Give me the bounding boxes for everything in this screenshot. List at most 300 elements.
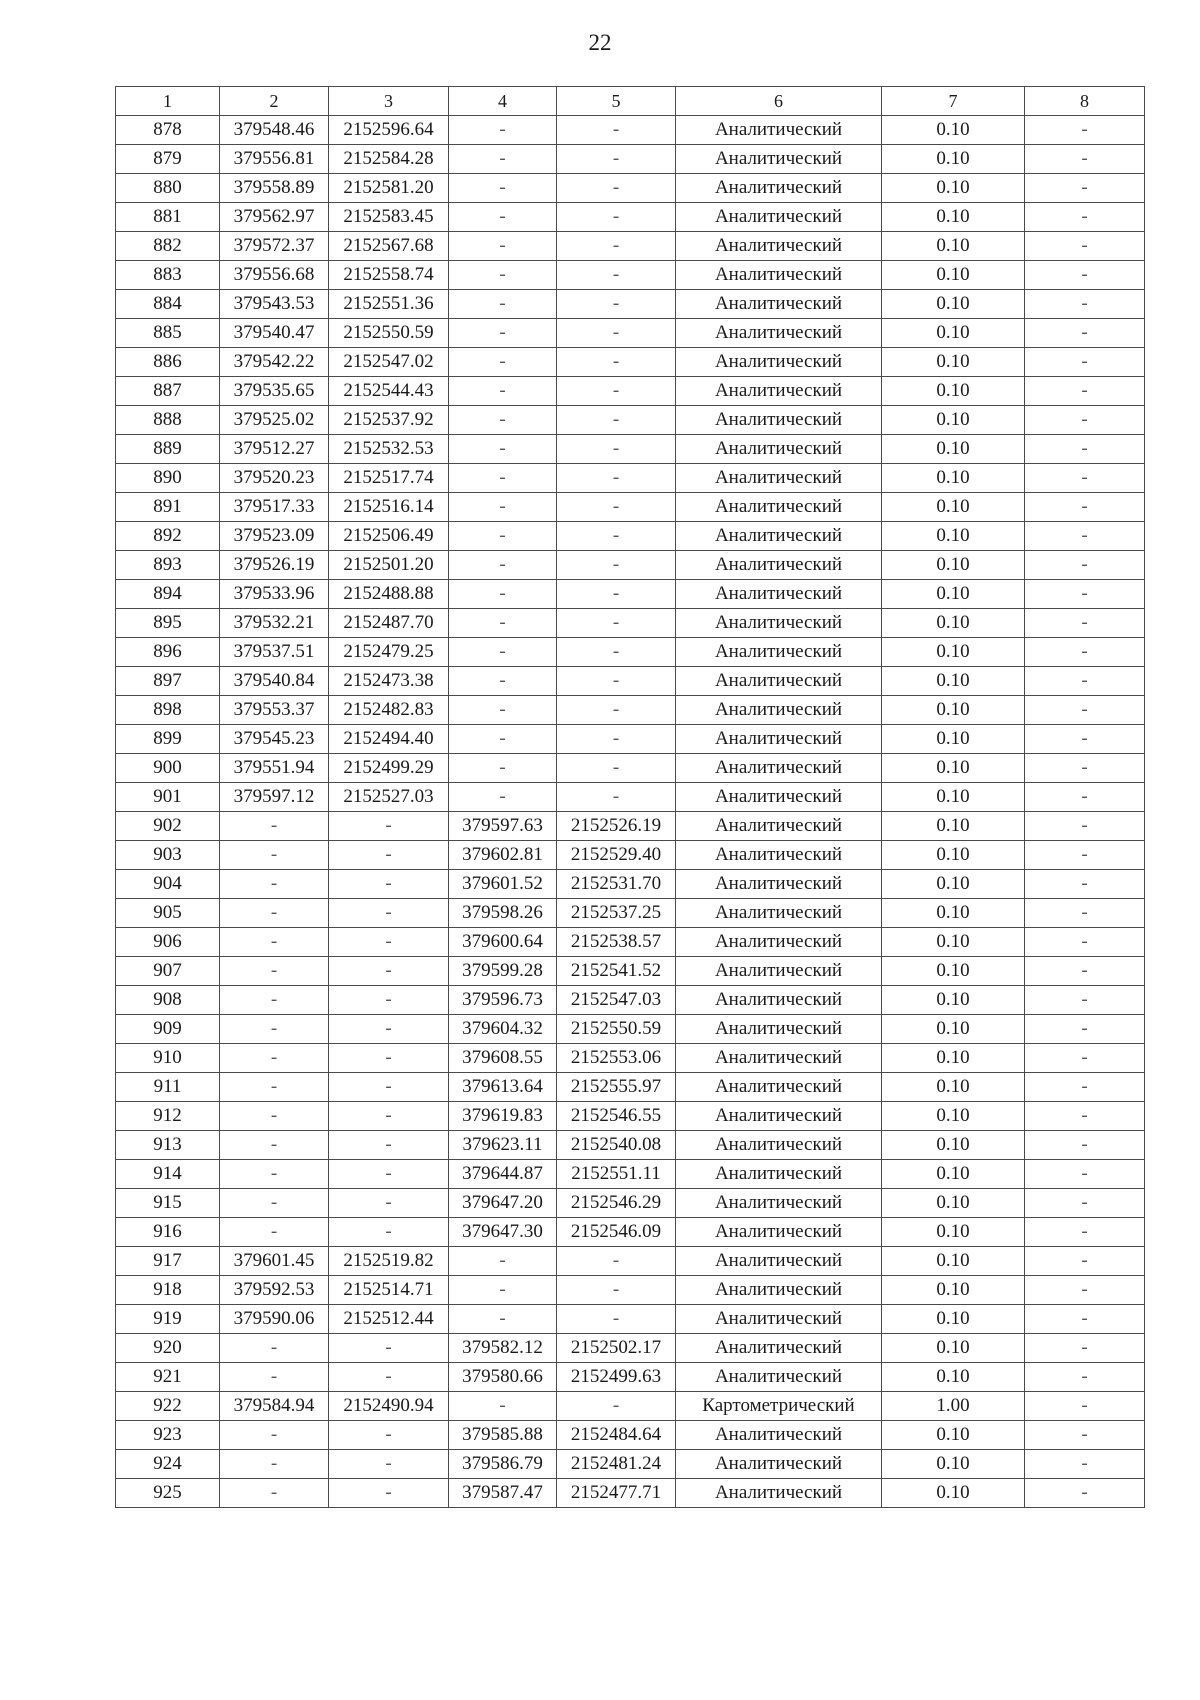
x-new-coordinate-cell: - [449, 1305, 557, 1334]
y-new-coordinate-cell: 2152541.52 [557, 957, 676, 986]
x-coordinate-cell: - [220, 870, 329, 899]
coordinates-table [115, 86, 1145, 1508]
y-coordinate-cell: - [329, 1334, 449, 1363]
x-coordinate-cell: - [220, 928, 329, 957]
method-cell: Аналитический [676, 348, 882, 377]
y-new-coordinate-cell: 2152531.70 [557, 870, 676, 899]
method-cell: Аналитический [676, 406, 882, 435]
y-coordinate-cell: 2152558.74 [329, 261, 449, 290]
point-number-cell: 907 [116, 957, 220, 986]
y-new-coordinate-cell: - [557, 174, 676, 203]
accuracy-cell: 0.10 [882, 1247, 1025, 1276]
accuracy-cell: 0.10 [882, 377, 1025, 406]
y-new-coordinate-cell: - [557, 290, 676, 319]
y-coordinate-cell: 2152547.02 [329, 348, 449, 377]
y-new-coordinate-cell: - [557, 493, 676, 522]
x-new-coordinate-cell: - [449, 754, 557, 783]
y-coordinate-cell: 2152512.44 [329, 1305, 449, 1334]
y-new-coordinate-cell: - [557, 348, 676, 377]
x-coordinate-cell: - [220, 1189, 329, 1218]
x-coordinate-cell: 379545.23 [220, 725, 329, 754]
method-cell: Аналитический [676, 1247, 882, 1276]
y-new-coordinate-cell: 2152551.11 [557, 1160, 676, 1189]
y-new-coordinate-cell: 2152555.97 [557, 1073, 676, 1102]
method-cell: Аналитический [676, 1102, 882, 1131]
point-number-cell: 903 [116, 841, 220, 870]
x-coordinate-cell: 379540.47 [220, 319, 329, 348]
y-new-coordinate-cell: - [557, 1247, 676, 1276]
x-new-coordinate-cell: 379623.11 [449, 1131, 557, 1160]
y-coordinate-cell: - [329, 1102, 449, 1131]
x-new-coordinate-cell: 379585.88 [449, 1421, 557, 1450]
y-coordinate-cell: - [329, 986, 449, 1015]
method-cell: Аналитический [676, 841, 882, 870]
method-cell: Аналитический [676, 812, 882, 841]
x-new-coordinate-cell: - [449, 493, 557, 522]
x-coordinate-cell: - [220, 1334, 329, 1363]
y-new-coordinate-cell: - [557, 754, 676, 783]
accuracy-cell: 0.10 [882, 812, 1025, 841]
y-new-coordinate-cell: - [557, 377, 676, 406]
note-cell: - [1025, 1015, 1145, 1044]
table-row [116, 986, 1145, 1015]
accuracy-cell: 0.10 [882, 957, 1025, 986]
note-cell: - [1025, 203, 1145, 232]
x-coordinate-cell: - [220, 1450, 329, 1479]
note-cell: - [1025, 493, 1145, 522]
x-coordinate-cell: - [220, 1015, 329, 1044]
method-cell: Аналитический [676, 870, 882, 899]
table-row [116, 232, 1145, 261]
y-coordinate-cell: - [329, 899, 449, 928]
y-new-coordinate-cell: - [557, 609, 676, 638]
y-new-coordinate-cell: - [557, 406, 676, 435]
note-cell: - [1025, 841, 1145, 870]
x-new-coordinate-cell: 379647.30 [449, 1218, 557, 1247]
note-cell: - [1025, 609, 1145, 638]
note-cell: - [1025, 870, 1145, 899]
note-cell: - [1025, 1276, 1145, 1305]
x-coordinate-cell: - [220, 1160, 329, 1189]
accuracy-cell: 0.10 [882, 1131, 1025, 1160]
y-new-coordinate-cell: 2152526.19 [557, 812, 676, 841]
method-cell: Аналитический [676, 1479, 882, 1508]
x-new-coordinate-cell: 379580.66 [449, 1363, 557, 1392]
note-cell: - [1025, 1160, 1145, 1189]
y-new-coordinate-cell: 2152540.08 [557, 1131, 676, 1160]
x-coordinate-cell: 379540.84 [220, 667, 329, 696]
x-coordinate-cell: - [220, 1363, 329, 1392]
point-number-cell: 879 [116, 145, 220, 174]
note-cell: - [1025, 1305, 1145, 1334]
table-row [116, 116, 1145, 145]
table-row [116, 1421, 1145, 1450]
table-row [116, 1015, 1145, 1044]
x-coordinate-cell: - [220, 1131, 329, 1160]
point-number-cell: 914 [116, 1160, 220, 1189]
table-row [116, 1247, 1145, 1276]
table-row [116, 319, 1145, 348]
note-cell: - [1025, 1392, 1145, 1421]
y-coordinate-cell: 2152482.83 [329, 696, 449, 725]
y-coordinate-cell: 2152473.38 [329, 667, 449, 696]
point-number-cell: 899 [116, 725, 220, 754]
point-number-cell: 888 [116, 406, 220, 435]
point-number-cell: 920 [116, 1334, 220, 1363]
accuracy-cell: 0.10 [882, 783, 1025, 812]
point-number-cell: 896 [116, 638, 220, 667]
accuracy-cell: 0.10 [882, 116, 1025, 145]
accuracy-cell: 0.10 [882, 145, 1025, 174]
x-coordinate-cell: 379553.37 [220, 696, 329, 725]
accuracy-cell: 0.10 [882, 667, 1025, 696]
column-header: 2 [220, 87, 329, 116]
x-coordinate-cell: 379520.23 [220, 464, 329, 493]
note-cell: - [1025, 261, 1145, 290]
x-new-coordinate-cell: 379596.73 [449, 986, 557, 1015]
accuracy-cell: 0.10 [882, 609, 1025, 638]
x-new-coordinate-cell: - [449, 348, 557, 377]
y-new-coordinate-cell: 2152550.59 [557, 1015, 676, 1044]
method-cell: Аналитический [676, 464, 882, 493]
method-cell: Аналитический [676, 174, 882, 203]
accuracy-cell: 0.10 [882, 522, 1025, 551]
method-cell: Аналитический [676, 725, 882, 754]
x-new-coordinate-cell: - [449, 174, 557, 203]
note-cell: - [1025, 1102, 1145, 1131]
x-new-coordinate-cell: 379600.64 [449, 928, 557, 957]
accuracy-cell: 0.10 [882, 261, 1025, 290]
y-coordinate-cell: 2152544.43 [329, 377, 449, 406]
method-cell: Аналитический [676, 1015, 882, 1044]
table-row [116, 1363, 1145, 1392]
x-new-coordinate-cell: - [449, 116, 557, 145]
note-cell: - [1025, 116, 1145, 145]
x-new-coordinate-cell: - [449, 1276, 557, 1305]
x-coordinate-cell: - [220, 841, 329, 870]
table-row [116, 1450, 1145, 1479]
table-header-row [116, 87, 1145, 116]
note-cell: - [1025, 319, 1145, 348]
y-new-coordinate-cell: - [557, 667, 676, 696]
note-cell: - [1025, 783, 1145, 812]
point-number-cell: 905 [116, 899, 220, 928]
y-coordinate-cell: 2152532.53 [329, 435, 449, 464]
x-coordinate-cell: - [220, 1218, 329, 1247]
y-coordinate-cell: - [329, 957, 449, 986]
x-new-coordinate-cell: - [449, 609, 557, 638]
accuracy-cell: 0.10 [882, 1189, 1025, 1218]
x-new-coordinate-cell: - [449, 261, 557, 290]
point-number-cell: 921 [116, 1363, 220, 1392]
y-new-coordinate-cell: 2152546.55 [557, 1102, 676, 1131]
method-cell: Аналитический [676, 1450, 882, 1479]
point-number-cell: 901 [116, 783, 220, 812]
y-coordinate-cell: - [329, 1450, 449, 1479]
method-cell: Аналитический [676, 783, 882, 812]
accuracy-cell: 0.10 [882, 580, 1025, 609]
x-new-coordinate-cell: 379604.32 [449, 1015, 557, 1044]
y-new-coordinate-cell: 2152499.63 [557, 1363, 676, 1392]
x-coordinate-cell: 379584.94 [220, 1392, 329, 1421]
point-number-cell: 898 [116, 696, 220, 725]
table-row [116, 1218, 1145, 1247]
y-new-coordinate-cell: - [557, 464, 676, 493]
x-coordinate-cell: 379543.53 [220, 290, 329, 319]
y-new-coordinate-cell: - [557, 145, 676, 174]
y-coordinate-cell: - [329, 1131, 449, 1160]
x-new-coordinate-cell: - [449, 667, 557, 696]
y-new-coordinate-cell: - [557, 522, 676, 551]
y-new-coordinate-cell: - [557, 1276, 676, 1305]
accuracy-cell: 0.10 [882, 232, 1025, 261]
x-new-coordinate-cell: 379597.63 [449, 812, 557, 841]
accuracy-cell: 0.10 [882, 1044, 1025, 1073]
x-coordinate-cell: 379597.12 [220, 783, 329, 812]
table-row [116, 1073, 1145, 1102]
x-coordinate-cell: - [220, 1102, 329, 1131]
x-new-coordinate-cell: - [449, 203, 557, 232]
point-number-cell: 883 [116, 261, 220, 290]
y-coordinate-cell: 2152516.14 [329, 493, 449, 522]
note-cell: - [1025, 1334, 1145, 1363]
x-coordinate-cell: 379556.81 [220, 145, 329, 174]
accuracy-cell: 0.10 [882, 319, 1025, 348]
y-coordinate-cell: 2152494.40 [329, 725, 449, 754]
x-new-coordinate-cell: - [449, 725, 557, 754]
point-number-cell: 887 [116, 377, 220, 406]
x-coordinate-cell: 379532.21 [220, 609, 329, 638]
column-header: 7 [882, 87, 1025, 116]
accuracy-cell: 0.10 [882, 1160, 1025, 1189]
y-new-coordinate-cell: 2152546.29 [557, 1189, 676, 1218]
x-coordinate-cell: 379601.45 [220, 1247, 329, 1276]
accuracy-cell: 0.10 [882, 203, 1025, 232]
point-number-cell: 886 [116, 348, 220, 377]
point-number-cell: 893 [116, 551, 220, 580]
method-cell: Аналитический [676, 957, 882, 986]
method-cell: Аналитический [676, 1131, 882, 1160]
point-number-cell: 881 [116, 203, 220, 232]
x-coordinate-cell: 379526.19 [220, 551, 329, 580]
table-row [116, 1479, 1145, 1508]
x-new-coordinate-cell: - [449, 406, 557, 435]
accuracy-cell: 0.10 [882, 435, 1025, 464]
note-cell: - [1025, 638, 1145, 667]
y-coordinate-cell: 2152506.49 [329, 522, 449, 551]
x-new-coordinate-cell: - [449, 377, 557, 406]
accuracy-cell: 0.10 [882, 899, 1025, 928]
note-cell: - [1025, 1131, 1145, 1160]
accuracy-cell: 0.10 [882, 696, 1025, 725]
method-cell: Аналитический [676, 986, 882, 1015]
accuracy-cell: 0.10 [882, 928, 1025, 957]
accuracy-cell: 0.10 [882, 1450, 1025, 1479]
table-row [116, 1102, 1145, 1131]
x-new-coordinate-cell: - [449, 145, 557, 174]
y-new-coordinate-cell: - [557, 580, 676, 609]
table-row [116, 348, 1145, 377]
table-body [116, 87, 1145, 1508]
point-number-cell: 885 [116, 319, 220, 348]
point-number-cell: 891 [116, 493, 220, 522]
y-coordinate-cell: 2152490.94 [329, 1392, 449, 1421]
table-row [116, 290, 1145, 319]
y-new-coordinate-cell: - [557, 116, 676, 145]
note-cell: - [1025, 696, 1145, 725]
table-row [116, 667, 1145, 696]
x-new-coordinate-cell: - [449, 435, 557, 464]
x-coordinate-cell: 379548.46 [220, 116, 329, 145]
table-row [116, 725, 1145, 754]
accuracy-cell: 0.10 [882, 986, 1025, 1015]
accuracy-cell: 0.10 [882, 174, 1025, 203]
x-coordinate-cell: 379523.09 [220, 522, 329, 551]
note-cell: - [1025, 928, 1145, 957]
x-coordinate-cell: - [220, 1073, 329, 1102]
table-row [116, 1131, 1145, 1160]
point-number-cell: 911 [116, 1073, 220, 1102]
x-coordinate-cell: 379512.27 [220, 435, 329, 464]
accuracy-cell: 0.10 [882, 1102, 1025, 1131]
note-cell: - [1025, 754, 1145, 783]
point-number-cell: 882 [116, 232, 220, 261]
method-cell: Аналитический [676, 290, 882, 319]
point-number-cell: 880 [116, 174, 220, 203]
x-new-coordinate-cell: 379613.64 [449, 1073, 557, 1102]
note-cell: - [1025, 1218, 1145, 1247]
method-cell: Аналитический [676, 638, 882, 667]
y-new-coordinate-cell: - [557, 1305, 676, 1334]
y-new-coordinate-cell: 2152553.06 [557, 1044, 676, 1073]
column-header: 6 [676, 87, 882, 116]
note-cell: - [1025, 986, 1145, 1015]
table-row [116, 406, 1145, 435]
point-number-cell: 922 [116, 1392, 220, 1421]
method-cell: Аналитический [676, 1363, 882, 1392]
y-coordinate-cell: 2152519.82 [329, 1247, 449, 1276]
note-cell: - [1025, 1247, 1145, 1276]
y-coordinate-cell: - [329, 1044, 449, 1073]
y-new-coordinate-cell: 2152546.09 [557, 1218, 676, 1247]
note-cell: - [1025, 1044, 1145, 1073]
y-coordinate-cell: - [329, 1015, 449, 1044]
point-number-cell: 884 [116, 290, 220, 319]
x-new-coordinate-cell: 379602.81 [449, 841, 557, 870]
note-cell: - [1025, 1450, 1145, 1479]
method-cell: Аналитический [676, 580, 882, 609]
note-cell: - [1025, 435, 1145, 464]
column-header: 5 [557, 87, 676, 116]
x-new-coordinate-cell: - [449, 638, 557, 667]
y-coordinate-cell: 2152551.36 [329, 290, 449, 319]
y-coordinate-cell: - [329, 870, 449, 899]
table-row [116, 522, 1145, 551]
column-header: 3 [329, 87, 449, 116]
method-cell: Аналитический [676, 1189, 882, 1218]
accuracy-cell: 0.10 [882, 493, 1025, 522]
x-coordinate-cell: 379590.06 [220, 1305, 329, 1334]
x-coordinate-cell: - [220, 1421, 329, 1450]
point-number-cell: 913 [116, 1131, 220, 1160]
y-new-coordinate-cell: 2152477.71 [557, 1479, 676, 1508]
accuracy-cell: 0.10 [882, 348, 1025, 377]
method-cell: Аналитический [676, 435, 882, 464]
x-coordinate-cell: 379558.89 [220, 174, 329, 203]
x-coordinate-cell: - [220, 957, 329, 986]
table-row [116, 203, 1145, 232]
note-cell: - [1025, 406, 1145, 435]
x-coordinate-cell: 379525.02 [220, 406, 329, 435]
method-cell: Аналитический [676, 203, 882, 232]
y-coordinate-cell: - [329, 1363, 449, 1392]
y-new-coordinate-cell: - [557, 1392, 676, 1421]
accuracy-cell: 0.10 [882, 551, 1025, 580]
x-coordinate-cell: 379556.68 [220, 261, 329, 290]
x-coordinate-cell: 379562.97 [220, 203, 329, 232]
x-new-coordinate-cell: - [449, 290, 557, 319]
point-number-cell: 924 [116, 1450, 220, 1479]
y-coordinate-cell: 2152514.71 [329, 1276, 449, 1305]
y-new-coordinate-cell: - [557, 435, 676, 464]
point-number-cell: 890 [116, 464, 220, 493]
method-cell: Аналитический [676, 116, 882, 145]
method-cell: Аналитический [676, 493, 882, 522]
y-new-coordinate-cell: 2152537.25 [557, 899, 676, 928]
y-coordinate-cell: 2152583.45 [329, 203, 449, 232]
note-cell: - [1025, 145, 1145, 174]
table-row [116, 1189, 1145, 1218]
y-coordinate-cell: 2152581.20 [329, 174, 449, 203]
x-new-coordinate-cell: 379598.26 [449, 899, 557, 928]
note-cell: - [1025, 580, 1145, 609]
x-new-coordinate-cell: - [449, 1392, 557, 1421]
y-new-coordinate-cell: - [557, 319, 676, 348]
table-row [116, 1276, 1145, 1305]
accuracy-cell: 0.10 [882, 725, 1025, 754]
y-coordinate-cell: 2152596.64 [329, 116, 449, 145]
y-new-coordinate-cell: - [557, 696, 676, 725]
accuracy-cell: 0.10 [882, 406, 1025, 435]
method-cell: Аналитический [676, 145, 882, 174]
note-cell: - [1025, 232, 1145, 261]
y-new-coordinate-cell: 2152529.40 [557, 841, 676, 870]
table-row [116, 551, 1145, 580]
method-cell: Аналитический [676, 609, 882, 638]
x-coordinate-cell: 379551.94 [220, 754, 329, 783]
x-new-coordinate-cell: - [449, 1247, 557, 1276]
method-cell: Аналитический [676, 377, 882, 406]
y-new-coordinate-cell: - [557, 783, 676, 812]
note-cell: - [1025, 1421, 1145, 1450]
accuracy-cell: 0.10 [882, 638, 1025, 667]
y-coordinate-cell: 2152488.88 [329, 580, 449, 609]
y-coordinate-cell: 2152517.74 [329, 464, 449, 493]
y-coordinate-cell: - [329, 1160, 449, 1189]
y-coordinate-cell: 2152499.29 [329, 754, 449, 783]
table-row [116, 638, 1145, 667]
x-new-coordinate-cell: 379582.12 [449, 1334, 557, 1363]
point-number-cell: 912 [116, 1102, 220, 1131]
table-row [116, 1044, 1145, 1073]
table-row [116, 957, 1145, 986]
point-number-cell: 897 [116, 667, 220, 696]
x-coordinate-cell: 379542.22 [220, 348, 329, 377]
table-row [116, 174, 1145, 203]
x-coordinate-cell: - [220, 1044, 329, 1073]
table-row [116, 928, 1145, 957]
y-coordinate-cell: 2152487.70 [329, 609, 449, 638]
